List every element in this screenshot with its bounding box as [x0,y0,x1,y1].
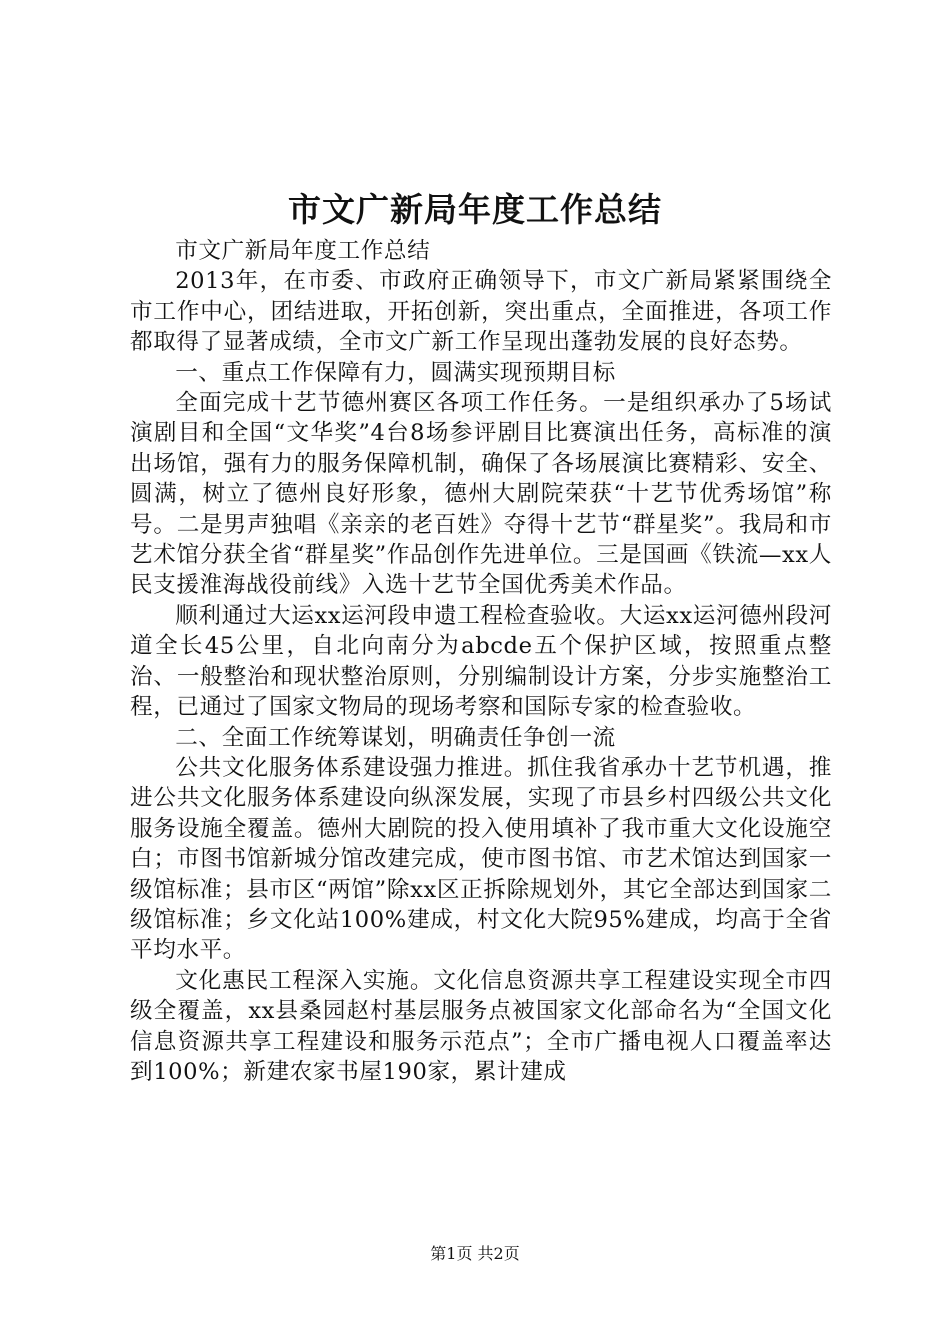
paragraph-tenth-arts-festival: 全面完成十艺节德州赛区各项工作任务。一是组织承办了5场试演剧目和全国“文华奖”4台8场参评剧目比赛演出任务，高标准的演出场馆，强有力的服务保障机制，确保了各场展演比赛精彩、安全、圆满，树立了德州良好形象，德州大剧院荣获“十艺节优秀场馆”称号。二是男声独唱《亲亲的老百姓》夺得十艺节“群星奖”。我局和市艺术馆分获全省“群星奖”作品创作先进单位。三是国画《铁流—xx人民支援淮海战役前线》入选十艺节全国优秀美术作品。 [130,390,832,599]
document-title: 市文广新局年度工作总结 [288,190,662,229]
page-footer: 第1页 共2页 [430,1244,520,1263]
document-body [130,236,832,1087]
paragraph-culture-benefit: 文化惠民工程深入实施。文化信息资源共享工程建设实现全市四级全覆盖，xx县桑园赵村基层服务点被国家文化部命名为“全国文化信息资源共享工程建设和服务示范点”；全市广播电视人口覆盖率达到100%；新建农家书屋190家，累计建成 [130,967,832,1085]
section-heading-1: 一、重点工作保障有力，圆满实现预期目标 [175,359,616,386]
paragraph-subtitle: 市文广新局年度工作总结 [175,238,431,264]
paragraph-public-culture: 公共文化服务体系建设强力推进。抓住我省承办十艺节机遇，推进公共文化服务体系建设向纵深发展，实现了市县乡村四级公共文化服务设施全覆盖。德州大剧院的投入使用填补了我市重大文化设施空白；市图书馆新城分馆改建完成，使市图书馆、市艺术馆达到国家一级馆标准；县市区“两馆”除xx区正拆除规划外，其它全部达到国家二级馆标准；乡文化站100%建成，村文化大院95%建成，均高于全省平均水平。 [130,754,832,964]
section-heading-2: 二、全面工作统筹谋划，明确责任争创一流 [175,724,616,751]
paragraph-grand-canal: 顺利通过大运xx运河段申遗工程检查验收。大运xx运河德州段河道全长45公里，自北向南分为abcde五个保护区域，按照重点整治、一般整治和现状整治原则，分别编制设计方案，分步实施整治工程，已通过了国家文物局的现场考察和国际专家的检查验收。 [130,602,832,721]
paragraph-intro: 2013年，在市委、市政府正确领导下，市文广新局紧紧围绕全市工作中心，团结进取，开拓创新，突出重点，全面推进，各项工作都取得了显著成绩，全市文广新工作呈现出蓬勃发展的良好态势。 [130,268,832,356]
